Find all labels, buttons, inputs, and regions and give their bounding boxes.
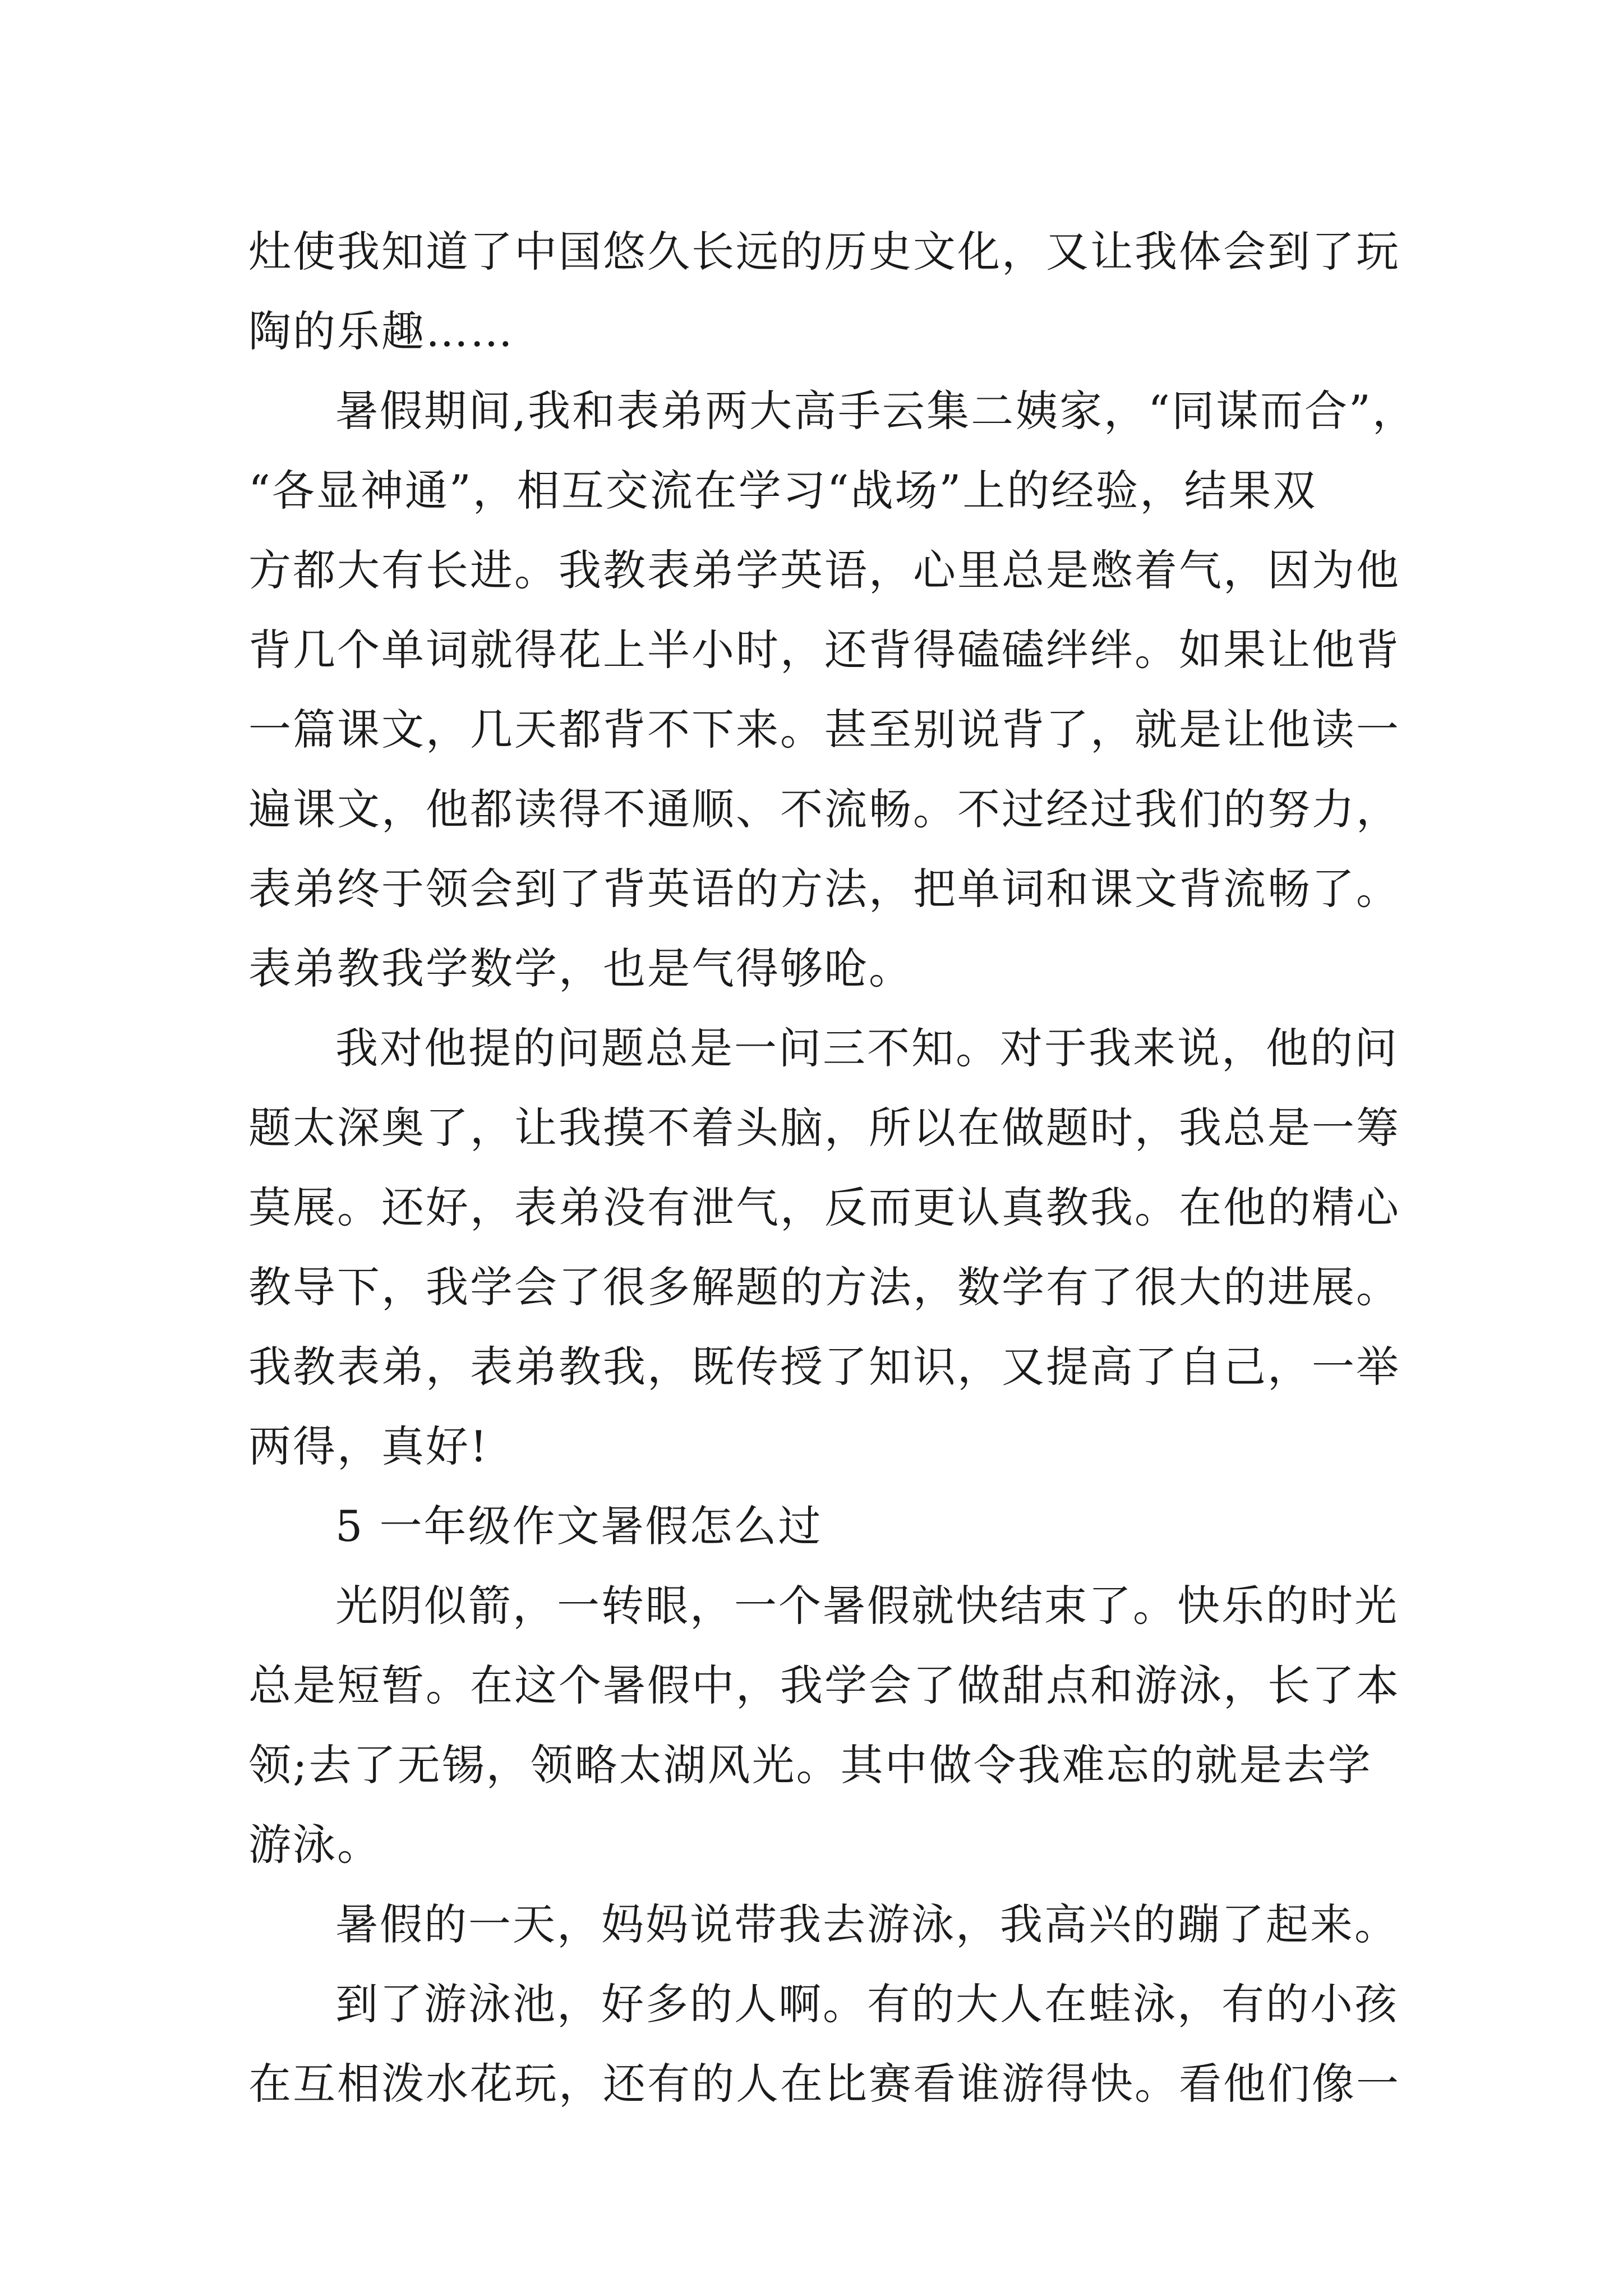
text-line: 方都大有长进。我教表弟学英语，心里总是憋着气，因为他 bbox=[248, 545, 1400, 595]
paragraph-start-line: 暑假的一天，妈妈说带我去游泳，我高兴的蹦了起来。 bbox=[335, 1899, 1399, 1949]
text-line: 陶的乐趣…… bbox=[248, 306, 514, 356]
text-line: 一篇课文，几天都背不下来。甚至别说背了，就是让他读一 bbox=[248, 705, 1400, 754]
text-line: 莫展。还好，表弟没有泄气，反而更认真教我。在他的精心 bbox=[248, 1182, 1400, 1232]
paragraph-start-line: 我对他提的问题总是一问三不知。对于我来说，他的问 bbox=[335, 1023, 1399, 1073]
text-line: 总是短暂。在这个暑假中，我学会了做甜点和游泳，长了本 bbox=[248, 1660, 1400, 1710]
text-line: 表弟教我学数学，也是气得够呛。 bbox=[248, 944, 913, 993]
text-line: 我教表弟，表弟教我，既传授了知识，又提高了自己，一举 bbox=[248, 1342, 1400, 1392]
section-heading: 5 一年级作文暑假怎么过 bbox=[335, 1501, 823, 1551]
paragraph-start-line: 暑假期间,我和表弟两大高手云集二姨家，“同谋而合”， bbox=[335, 386, 1417, 436]
text-line: 背几个单词就得花上半小时，还背得磕磕绊绊。如果让他背 bbox=[248, 625, 1400, 675]
text-line: 题太深奥了，让我摸不着头脑，所以在做题时，我总是一筹 bbox=[248, 1103, 1400, 1153]
text-line: 表弟终于领会到了背英语的方法，把单词和课文背流畅了。 bbox=[248, 864, 1400, 914]
text-line: 遍课文，他都读得不通顺、不流畅。不过经过我们的努力， bbox=[248, 784, 1400, 834]
text-line: “各显神通”，相互交流在学习“战场”上的经验，结果双 bbox=[248, 466, 1317, 516]
text-line: 两得，真好! bbox=[248, 1421, 489, 1471]
text-line: 游泳。 bbox=[248, 1820, 381, 1870]
paragraph-start-line: 到了游泳池，好多的人啊。有的大人在蛙泳，有的小孩 bbox=[335, 1979, 1399, 2029]
text-line: 灶使我知道了中国悠久长远的历史文化，又让我体会到了玩 bbox=[248, 227, 1400, 277]
document-body bbox=[248, 212, 1417, 2124]
text-line: 领;去了无锡，领略太湖风光。其中做令我难忘的就是去学 bbox=[248, 1740, 1372, 1790]
text-line: 教导下，我学会了很多解题的方法，数学有了很大的进展。 bbox=[248, 1262, 1400, 1312]
text-line: 在互相泼水花玩，还有的人在比赛看谁游得快。看他们像一 bbox=[248, 2059, 1400, 2109]
paragraph-start-line: 光阴似箭，一转眼，一个暑假就快结束了。快乐的时光 bbox=[335, 1581, 1399, 1631]
